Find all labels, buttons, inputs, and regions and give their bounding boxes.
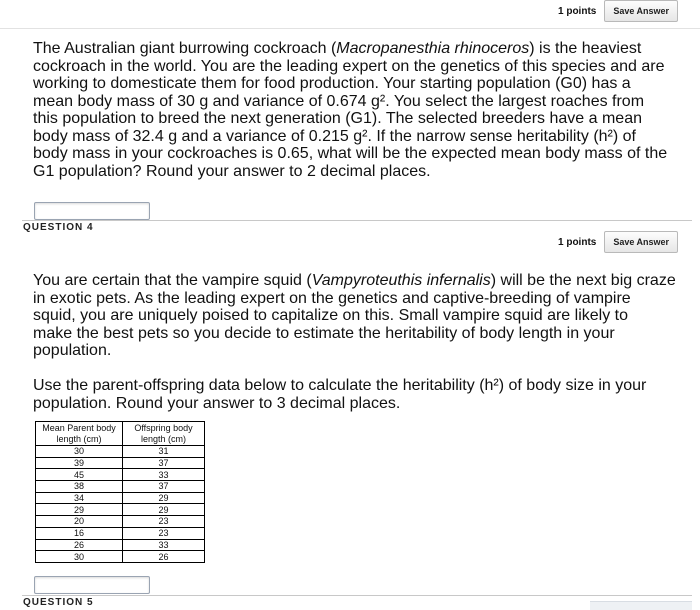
parent-length-cell: 30	[36, 551, 123, 563]
parent-offspring-table	[35, 421, 205, 563]
table-row	[36, 539, 205, 551]
q4-points: 1 points	[558, 236, 597, 248]
table-header-row	[36, 422, 205, 446]
offspring-length-cell: 31	[123, 446, 205, 458]
offspring-length-cell: 23	[123, 527, 205, 539]
q4-save-button[interactable]: Save Answer	[604, 231, 678, 253]
offspring-length-cell: 29	[123, 492, 205, 504]
parent-length-cell: 45	[36, 469, 123, 481]
q3-header	[558, 0, 678, 22]
offspring-length-cell: 29	[123, 504, 205, 516]
parent-length-cell: 39	[36, 457, 123, 469]
offspring-length-cell: 23	[123, 516, 205, 528]
q4-answer-input[interactable]	[34, 576, 150, 594]
table-row	[36, 457, 205, 469]
table-row	[36, 492, 205, 504]
table-header-offspring: Offspring body length (cm)	[123, 422, 205, 446]
q4-instruction-text: Use the parent-offspring data below to calculate the heritability (h²) of body size in your population. Round your answer to 3 decimal places.	[33, 377, 647, 412]
offspring-length-cell: 33	[123, 539, 205, 551]
parent-length-cell: 38	[36, 481, 123, 493]
offspring-length-cell: 37	[123, 481, 205, 493]
q3-header-divider	[0, 28, 700, 29]
table-row	[36, 551, 205, 563]
table-row	[36, 527, 205, 539]
parent-length-cell: 20	[36, 516, 123, 528]
parent-length-cell: 30	[36, 446, 123, 458]
table-row	[36, 516, 205, 528]
table-row	[36, 446, 205, 458]
parent-length-cell: 16	[36, 527, 123, 539]
table-row	[36, 469, 205, 481]
offspring-length-cell: 26	[123, 551, 205, 563]
q4-heading: QUESTION 4	[23, 222, 94, 233]
parent-length-cell: 34	[36, 492, 123, 504]
q4-divider	[22, 220, 692, 221]
table-header-parent: Mean Parent body length (cm)	[36, 422, 123, 446]
q5-heading: QUESTION 5	[23, 597, 94, 608]
q5-divider	[22, 595, 692, 596]
q4-question-text: You are certain that the vampire squid (Vampyroteuthis infernalis) will be the next big craze in exotic pets. As the leading expert on the genetics and captive-breeding of vampire squid, you are uniquely poised to capitalize on this. Small vampire squid are likely to make the best pets so you decide to estimate the heritability of body length in your population.	[33, 272, 676, 359]
offspring-length-cell: 37	[123, 457, 205, 469]
q4-header	[558, 231, 678, 253]
q3-answer-input[interactable]	[34, 202, 150, 220]
parent-length-cell: 26	[36, 539, 123, 551]
q3-question-text: The Australian giant burrowing cockroach (Macropanesthia rhinoceros) is the heaviest cockroach in the world. You are the leading expert on the genetics of this species and are working to domesticate them for food production. Your starting population (G0) has a mean body mass of 30 g and variance of 0.674 g². You select the largest roaches from this population to breed the next generation (G1). The selected breeders have a mean body mass of 32.4 g and a variance of 0.215 g². If the narrow sense heritability (h²) of body mass in your cockroaches is 0.65, what will be the expected mean body mass of the G1 population? Round your answer to 2 decimal places.	[33, 40, 668, 180]
q3-points: 1 points	[558, 5, 597, 17]
q3-save-button[interactable]: Save Answer	[604, 0, 678, 22]
offspring-length-cell: 33	[123, 469, 205, 481]
parent-length-cell: 29	[36, 504, 123, 516]
table-row	[36, 481, 205, 493]
table-row	[36, 504, 205, 516]
